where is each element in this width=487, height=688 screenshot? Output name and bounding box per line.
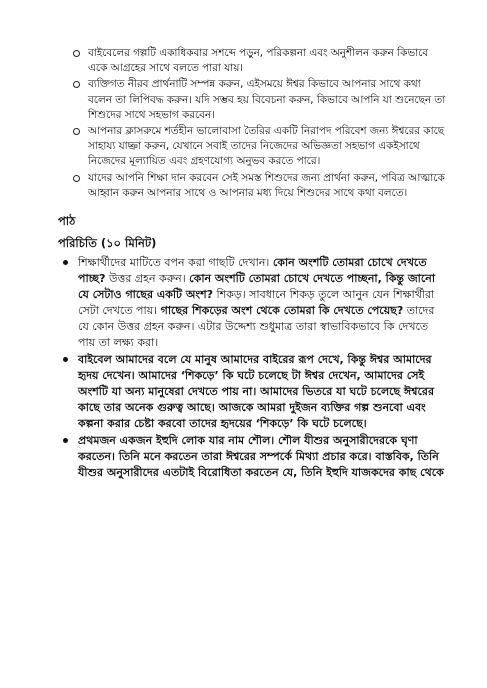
list-item: [88, 171, 447, 201]
list-item-text: যাদের আপনি শিক্ষা দান করবেন সেই সমস্ত শিশুদের জন্য প্রার্থনা করুন, পবিত্র আত্মাকে আহ্বান করুন আপনার সাথে ও আপনার মধ্য দিয়ে শিশুদের সাথে কথা বলতে।: [88, 171, 445, 199]
text-segment: প্রথমজন একজন ইহুদি লোক যার নাম শৌল। শৌল যীশুর অনুসারীদেরকে ঘৃণা করতেন। তিনি মনে করতেন তারা ঈশ্বরের সম্পর্কে মিথ্যা প্রচার করে। বাস্তবিক, তিনি যীশুর অনুসারীদের এতটাই বিরোধিতা করতেন যে, তিনি ইহুদি যাজকদের কাছ থেকে: [78, 434, 444, 480]
filled-bullet-icon: [63, 260, 68, 265]
list-item-text: আপনার ক্লাসরুমে শর্তহীন ভালোবাসা তৈরির একটি নিরাপদ পরিবেশ জন্য ঈশ্বরের কাছে সাহায্য যাচ্ঞা করুন, যেখানে সবাই তাদের নিজেদের অভিজ্ঞতা সহভাগ একইসাথে নিজেদের মূল্যায়িত এবং গ্রহণযোগ্য অনুভব করতে পারে।: [88, 125, 445, 168]
circle-bullet-icon: [73, 175, 80, 182]
list-item: [88, 124, 447, 170]
list-item-text: বাইবেলের গল্পটি একাধিকবার সশব্দে পড়ুন, পরিকল্পনা এবং অনুশীলন করুন কিভাবে একে আগ্রহের সাথে বলতে পারা যায়।: [88, 47, 429, 75]
filled-bullet-icon: [63, 357, 68, 362]
subsection-title: পরিচিতি (১০ মিনিট): [58, 236, 157, 251]
text-segment: শিক্ষার্থীদের মাটিতে বপন করা গাছটি দেখান।: [78, 256, 273, 270]
text-segment: গাছের শিকড়ের অংশ থেকে তোমরা কি দেখতে পেয়েছ?: [160, 304, 404, 318]
list-item-text: ব্যক্তিগত নীরব প্রার্থনাটি সম্পন্ন করুন, এইসময়ে ঈশ্বর কিভাবে আপনার সাথে কথা বলেন তা লিপিবদ্ধ করুন। যদি সম্ভব হয় বিবেচনা করুন, কিভাবে আপনি যা শুনেছেন তা শিশুদের সাথে সহভাগ করবেন।: [88, 78, 446, 121]
list-item: [88, 77, 447, 123]
circle-bullet-icon: [73, 128, 80, 135]
filled-bullet-icon: [63, 438, 68, 443]
text-segment: বাইবেল আমাদের বলে যে মানুষ আমাদের বাইরের রূপ দেখে, কিন্তু ঈশ্বর আমাদের হৃদয় দেখেন। আমাদের ‘শিকড়ে’ কি ঘটে চলেছে টা ঈশ্বর দেখেন, আমাদের সেই অংশটি যা অন্য মানুষেরা দেখতে পায় না। আমাদের ভিতরে যা ঘটে চলেছে ঈশ্বরের কাছে তার অনেক গুরুত্ব আছে। আজকে আমরা দুইজন ব্যক্তির গল্প শুনবো এবং কল্পনা করার চেষ্টা করবো তাদের হৃদয়ের ‘শিকড়ে’ কি ঘটে চলেছে।: [78, 353, 435, 431]
text-segment: তাদের যে কোন উত্তর গ্রহন করুন। এটার উদ্দেশ্য শুধুমাত্র তারা স্বাভাবিকভাবে কি দেখতে পায় তা লক্ষ্য করা।: [78, 304, 435, 350]
introduction-list: [58, 255, 447, 481]
list-item: [78, 255, 447, 351]
list-item: [78, 433, 447, 481]
preparation-list: [58, 46, 447, 201]
text-segment: কোন অংশটি তোমরা চোখে দেখতে পাচ্ছনা, কিন্তু জানো যে সেটাও গাছের একটি অংশ?: [78, 272, 436, 302]
circle-bullet-icon: [73, 50, 80, 57]
section-title: পাঠ: [58, 214, 76, 229]
text-segment: উত্তর গ্রহন করুন।: [105, 272, 190, 286]
text-segment: শিকড়। সাবধানে শিকড় তুলে আনুন যেন শিক্ষার্থীরা সেটা দেখতে পায়।: [78, 288, 435, 318]
circle-bullet-icon: [73, 81, 80, 88]
list-item: [88, 46, 447, 76]
list-item: [78, 352, 447, 432]
text-segment: কোন অংশটি তোমরা চোখে দেখতে পাচ্ছ?: [78, 256, 427, 286]
